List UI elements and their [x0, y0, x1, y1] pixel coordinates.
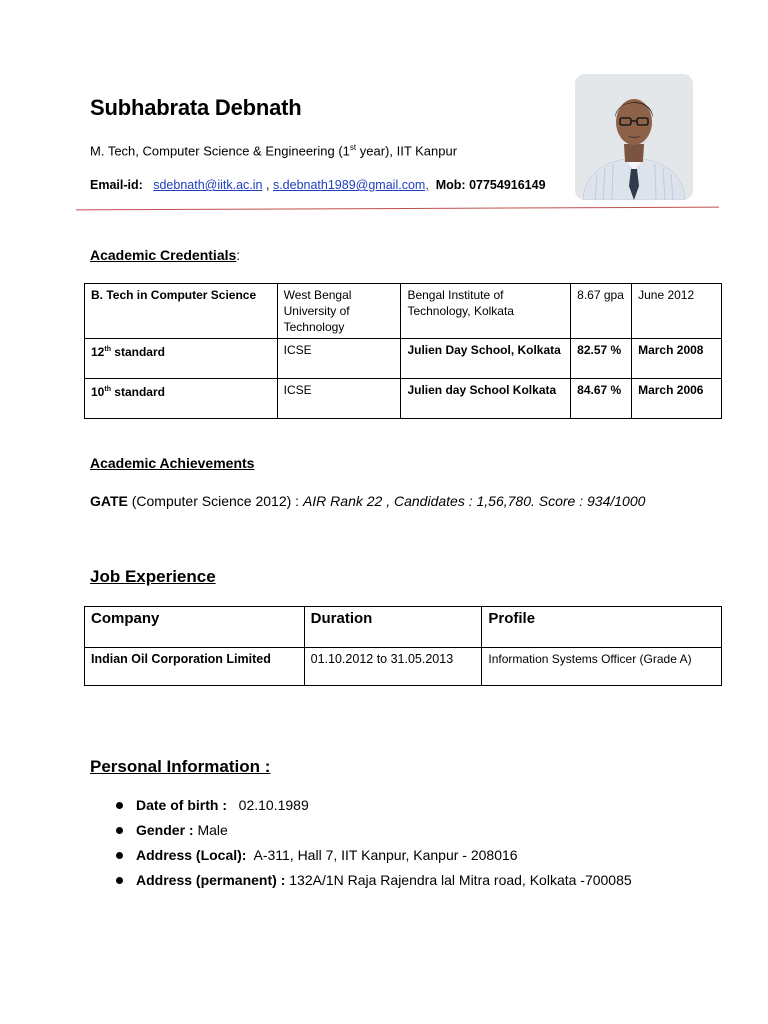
- mobile-number: Mob: 07754916149: [435, 178, 546, 192]
- qualification-cell: [85, 379, 278, 419]
- personal-info-list: [110, 797, 632, 897]
- permanent-address-value: 132A/1N Raja Rajendra lal Mitra road, Kolkata -700085: [285, 872, 632, 888]
- date-cell: March 2006: [632, 379, 722, 419]
- score-cell: 82.57 %: [571, 339, 632, 379]
- gate-paren: (Computer Science 2012) :: [127, 493, 303, 509]
- list-item: [110, 847, 632, 872]
- degree-sup: st: [349, 143, 357, 152]
- profile-cell: Information Systems Officer (Grade A): [482, 648, 722, 686]
- bullet-icon: [116, 827, 123, 834]
- qualification-text: 10: [91, 385, 105, 399]
- institute-cell: Bengal Institute of Technology, Kolkata: [401, 284, 571, 339]
- duration-cell: 01.10.2012 to 31.05.2013: [304, 648, 482, 686]
- achievements-heading: Academic Achievements: [90, 455, 255, 471]
- degree-line: [90, 143, 457, 158]
- email-separator: ,: [265, 178, 270, 192]
- local-address-label: Address (Local):: [136, 847, 247, 863]
- dob-label: Date of birth :: [136, 797, 227, 813]
- list-item: [110, 797, 632, 822]
- institute-cell: Julien Day School, Kolkata: [401, 339, 571, 379]
- contact-line: [90, 178, 546, 192]
- header-divider: [76, 207, 719, 211]
- email-link-2[interactable]: s.debnath1989@gmail.com,: [272, 178, 429, 192]
- gender-value: Male: [193, 822, 228, 838]
- board-cell: ICSE: [277, 339, 401, 379]
- date-cell: June 2012: [632, 284, 722, 339]
- job-table: [84, 606, 722, 686]
- email-link-1[interactable]: sdebnath@iitk.ac.in: [153, 178, 263, 192]
- board-cell: West Bengal University of Technology: [277, 284, 401, 339]
- qualification-text: B. Tech in Computer Science: [91, 288, 257, 302]
- qualification-sup: th: [104, 386, 111, 393]
- academic-table: [84, 283, 722, 419]
- qualification-post: standard: [110, 345, 165, 359]
- gender-label: Gender :: [136, 822, 194, 838]
- column-header-duration: Duration: [304, 607, 482, 648]
- list-item: [110, 822, 632, 847]
- gate-line: [90, 493, 645, 509]
- qualification-cell: [85, 339, 278, 379]
- list-item: [110, 872, 632, 897]
- date-cell: March 2008: [632, 339, 722, 379]
- dob-value: 02.10.1989: [227, 797, 309, 813]
- score-cell: 8.67 gpa: [571, 284, 632, 339]
- table-header-row: [85, 607, 722, 648]
- degree-post: year), IIT Kanpur: [356, 143, 458, 159]
- job-experience-heading: Job Experience: [90, 567, 216, 586]
- email-label: Email-id:: [90, 178, 143, 192]
- gate-detail: AIR Rank 22 , Candidates : 1,56,780. Score : 934/1000: [302, 493, 646, 509]
- table-row: [85, 648, 722, 686]
- table-row: [85, 379, 722, 419]
- degree-pre: M. Tech, Computer Science & Engineering (1: [90, 143, 350, 159]
- gate-label: GATE: [90, 493, 128, 509]
- personal-info-heading: Personal Information :: [90, 757, 271, 776]
- column-header-profile: Profile: [482, 607, 722, 648]
- qualification-text: 12: [91, 345, 105, 359]
- profile-photo-svg: [575, 74, 693, 200]
- academic-heading-text: Academic Credentials: [90, 247, 237, 263]
- bullet-icon: [116, 852, 123, 859]
- institute-cell: Julien day School Kolkata: [401, 379, 571, 419]
- qualification-post: standard: [110, 385, 165, 399]
- local-address-value: A-311, Hall 7, IIT Kanpur, Kanpur - 208016: [246, 847, 518, 863]
- table-row: [85, 284, 722, 339]
- bullet-icon: [116, 802, 123, 809]
- board-cell: ICSE: [277, 379, 401, 419]
- profile-photo: [575, 74, 693, 200]
- academic-heading: [90, 247, 240, 263]
- academic-heading-colon: :: [236, 247, 241, 263]
- permanent-address-label: Address (permanent) :: [136, 872, 286, 888]
- column-header-company: Company: [85, 607, 305, 648]
- qualification-sup: th: [104, 346, 111, 353]
- table-row: [85, 339, 722, 379]
- bullet-icon: [116, 877, 123, 884]
- score-cell: 84.67 %: [571, 379, 632, 419]
- company-cell: Indian Oil Corporation Limited: [85, 648, 305, 686]
- qualification-cell: [85, 284, 278, 339]
- candidate-name: Subhabrata Debnath: [90, 95, 302, 120]
